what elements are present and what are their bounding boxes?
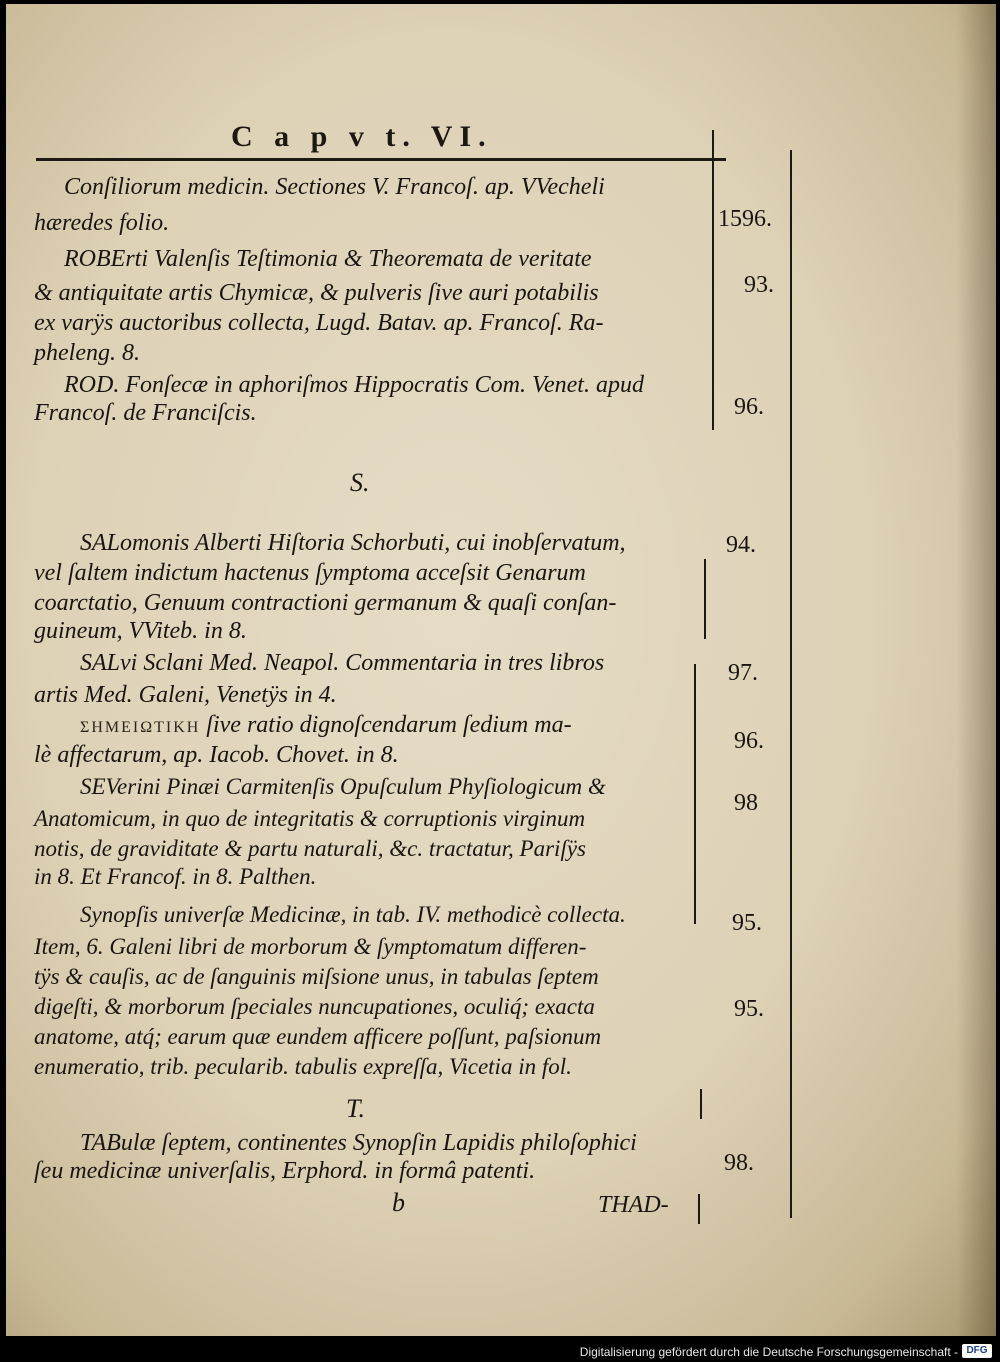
- entry-number: 98: [734, 790, 758, 816]
- section-letter-t: T.: [346, 1094, 366, 1123]
- entry-line: ROBErti Valenſis Teſtimonia & Theoremata de veritate: [64, 246, 592, 272]
- column-rule-inner-4: [700, 1089, 702, 1119]
- entry-line: Francoſ. de Franciſcis.: [34, 400, 257, 426]
- book-page: [6, 4, 996, 1336]
- column-rule-inner-3: [694, 664, 696, 924]
- entry-line-text: ſive ratio dignoſcendarum ſedium ma-: [206, 712, 572, 738]
- entry-number: 96.: [734, 394, 764, 420]
- entry-line: Anatomicum, in quo de integritatis & corruptionis virginum: [34, 806, 586, 831]
- signature-mark: b: [392, 1188, 405, 1217]
- entry-line: in 8. Et Francof. in 8. Palthen.: [34, 864, 317, 889]
- entry-line: coarctatio, Genuum contractioni germanum & quaſi conſan-: [34, 590, 617, 616]
- entry-line: artis Med. Galeni, Venetÿs in 4.: [34, 682, 337, 708]
- entry-number: 93.: [744, 272, 774, 298]
- entry-line: & antiquitate artis Chymicæ, & pulveris ſive auri potabilis: [34, 280, 599, 306]
- entry-line: ROD. Fonſecæ in aphoriſmos Hippocratis Com. Venet. apud: [64, 372, 644, 398]
- column-rule-inner-5: [698, 1194, 700, 1224]
- entry-number: 1596.: [718, 206, 772, 232]
- entry-line: digeſti, & morborum ſpeciales nuncupationes, oculiq́; exacta: [34, 994, 595, 1019]
- entry-line: lè affectarum, ap. Iacob. Chovet. in 8.: [34, 742, 399, 768]
- entry-number: 96.: [734, 728, 764, 754]
- entry-line: TABulæ ſeptem, continentes Synopſin Lapidis philoſophici: [80, 1130, 637, 1156]
- entry-line: vel ſaltem indictum hactenus ſymptoma acceſsit Genarum: [34, 560, 586, 586]
- entry-line: tÿs & cauſis, ac de ſanguinis miſsione unus, in tabulas ſeptem: [34, 964, 599, 989]
- entry-line: SALomonis Alberti Hiſtoria Schorbuti, cui inobſervatum,: [80, 530, 626, 556]
- entry-line: notis, de graviditate & partu naturali, &c. tractatur, Pariſÿs: [34, 836, 586, 861]
- entry-line: [80, 712, 572, 739]
- entry-line: ſeu medicinæ univerſalis, Erphord. in formâ patenti.: [34, 1158, 536, 1184]
- column-rule-inner-2: [704, 559, 706, 639]
- column-rule-outer: [790, 150, 792, 1218]
- entry-number: 97.: [728, 660, 758, 686]
- footer-credit: Digitalisierung gefördert durch die Deutsche Forschungsgemeinschaft -: [579, 1345, 958, 1359]
- entry-line: anatome, atq́; earum quæ eundem afficere poſſunt, paſsionum: [34, 1024, 602, 1049]
- column-rule-inner-1: [712, 130, 714, 430]
- dfg-logo[interactable]: DFG: [962, 1344, 992, 1358]
- entry-line: Conſiliorum medicin. Sectiones V. Francoſ. ap. VVecheli: [64, 174, 605, 200]
- entry-number: 94.: [726, 532, 756, 558]
- greek-word: ΣΗΜΕΙΩΤΙΚΗ: [80, 719, 201, 736]
- section-letter-s: S.: [350, 468, 370, 497]
- entry-line: hæredes folio.: [34, 210, 170, 236]
- entry-line: ex varÿs auctoribus collecta, Lugd. Batav. ap. Francoſ. Ra-: [34, 310, 604, 336]
- header-rule: [36, 158, 726, 161]
- entry-line: SEVerini Pinæi Carmitenſis Opuſculum Phyſiologicum &: [80, 774, 606, 799]
- catchword: THAD-: [598, 1192, 669, 1218]
- page-header: C a p v t. VI.: [231, 120, 493, 153]
- entry-number: 95.: [732, 910, 762, 936]
- entry-number: 95.: [734, 996, 764, 1022]
- entry-line: SALvi Sclani Med. Neapol. Commentaria in tres libros: [80, 650, 605, 676]
- entry-line: pheleng. 8.: [34, 340, 140, 366]
- entry-line: guineum, VViteb. in 8.: [34, 618, 247, 644]
- entry-line: enumeratio, trib. pecularib. tabulis expreſſa, Vicetia in fol.: [34, 1054, 572, 1079]
- entry-number: 98.: [724, 1150, 754, 1176]
- entry-line: Synopſis univerſæ Medicinæ, in tab. IV. methodicè collecta.: [80, 902, 626, 927]
- entry-line: Item, 6. Galeni libri de morborum & ſymptomatum differen-: [34, 934, 587, 959]
